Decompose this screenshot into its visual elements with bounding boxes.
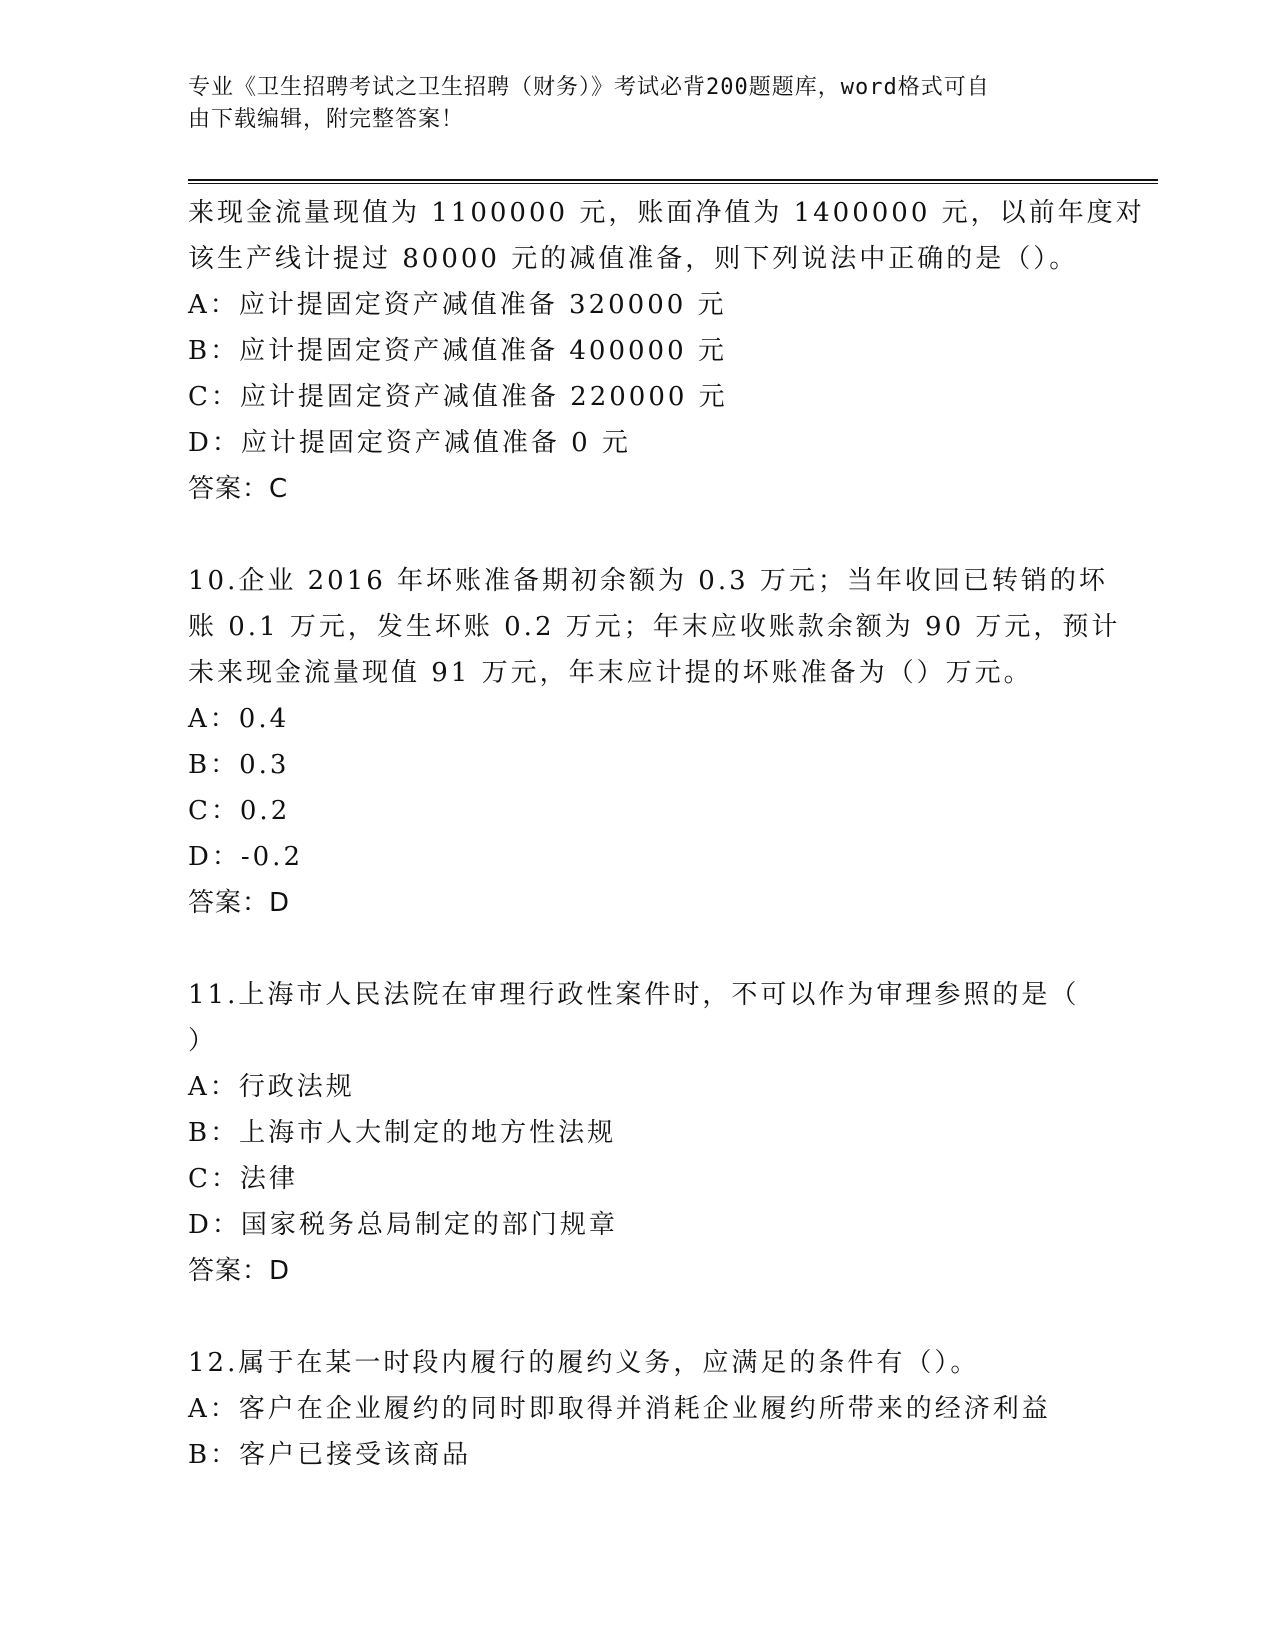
spacer <box>188 512 1088 558</box>
option-b: B：应计提固定资产减值准备 400000 元 <box>188 336 727 366</box>
question-stem-line: 该生产线计提过 80000 元的减值准备，则下列说法中正确的是（）。 <box>188 244 1079 274</box>
question-stem-line: 未来现金流量现值 91 万元，年末应计提的坏账准备为（）万元。 <box>188 658 1033 688</box>
answer-line: 答案：D <box>188 888 291 918</box>
option-b: B：0.3 <box>188 750 290 780</box>
spacer <box>188 1294 1088 1340</box>
question-10 <box>188 558 1121 926</box>
answer-line: 答案：D <box>188 1256 291 1286</box>
question-11 <box>188 972 1088 1294</box>
option-c: C：法律 <box>188 1164 298 1194</box>
question-stem-line: 12.属于在某一时段内履行的履约义务，应满足的条件有（）。 <box>188 1348 980 1378</box>
option-a: A：行政法规 <box>188 1072 355 1102</box>
option-b: B：客户已接受该商品 <box>188 1440 472 1470</box>
answer-line: 答案：C <box>188 474 289 504</box>
option-d: D：-0.2 <box>188 842 303 872</box>
question-stem-line: 11.上海市人民法院在审理行政性案件时，不可以作为审理参照的是（ <box>188 980 1080 1010</box>
question-stem-line: ） <box>188 1026 218 1056</box>
option-a: A：客户在企业履约的同时即取得并消耗企业履约所带来的经济利益 <box>188 1394 1051 1424</box>
option-c: C：应计提固定资产减值准备 220000 元 <box>188 382 728 412</box>
option-c: C：0.2 <box>188 796 291 826</box>
question-stem-line: 10.企业 2016 年坏账准备期初余额为 0.3 万元；当年收回已转销的坏 <box>188 566 1108 596</box>
header-line-2: 由下载编辑，附完整答案！ <box>188 107 465 132</box>
option-d: D：应计提固定资产减值准备 0 元 <box>188 428 631 458</box>
header-line-1: 专业《卫生招聘考试之卫生招聘（财务）》考试必背200题题库，word格式可自 <box>188 75 990 100</box>
option-d: D：国家税务总局制定的部门规章 <box>188 1210 618 1240</box>
question-list <box>188 190 1145 1478</box>
question-9-continued <box>188 190 1145 512</box>
question-stem-line: 账 0.1 万元，发生坏账 0.2 万元；年末应收账款余额为 90 万元，预计 <box>188 612 1121 642</box>
question-12 <box>188 1340 1088 1478</box>
header-divider-thick <box>188 179 1158 181</box>
spacer <box>188 926 1088 972</box>
option-a: A：0.4 <box>188 704 290 734</box>
option-a: A：应计提固定资产减值准备 320000 元 <box>188 290 727 320</box>
option-b: B：上海市人大制定的地方性法规 <box>188 1118 617 1148</box>
question-stem-line: 来现金流量现值为 1100000 元，账面净值为 1400000 元，以前年度对 <box>188 198 1145 228</box>
header-divider-thin <box>188 183 1158 184</box>
document-header <box>188 72 1088 136</box>
